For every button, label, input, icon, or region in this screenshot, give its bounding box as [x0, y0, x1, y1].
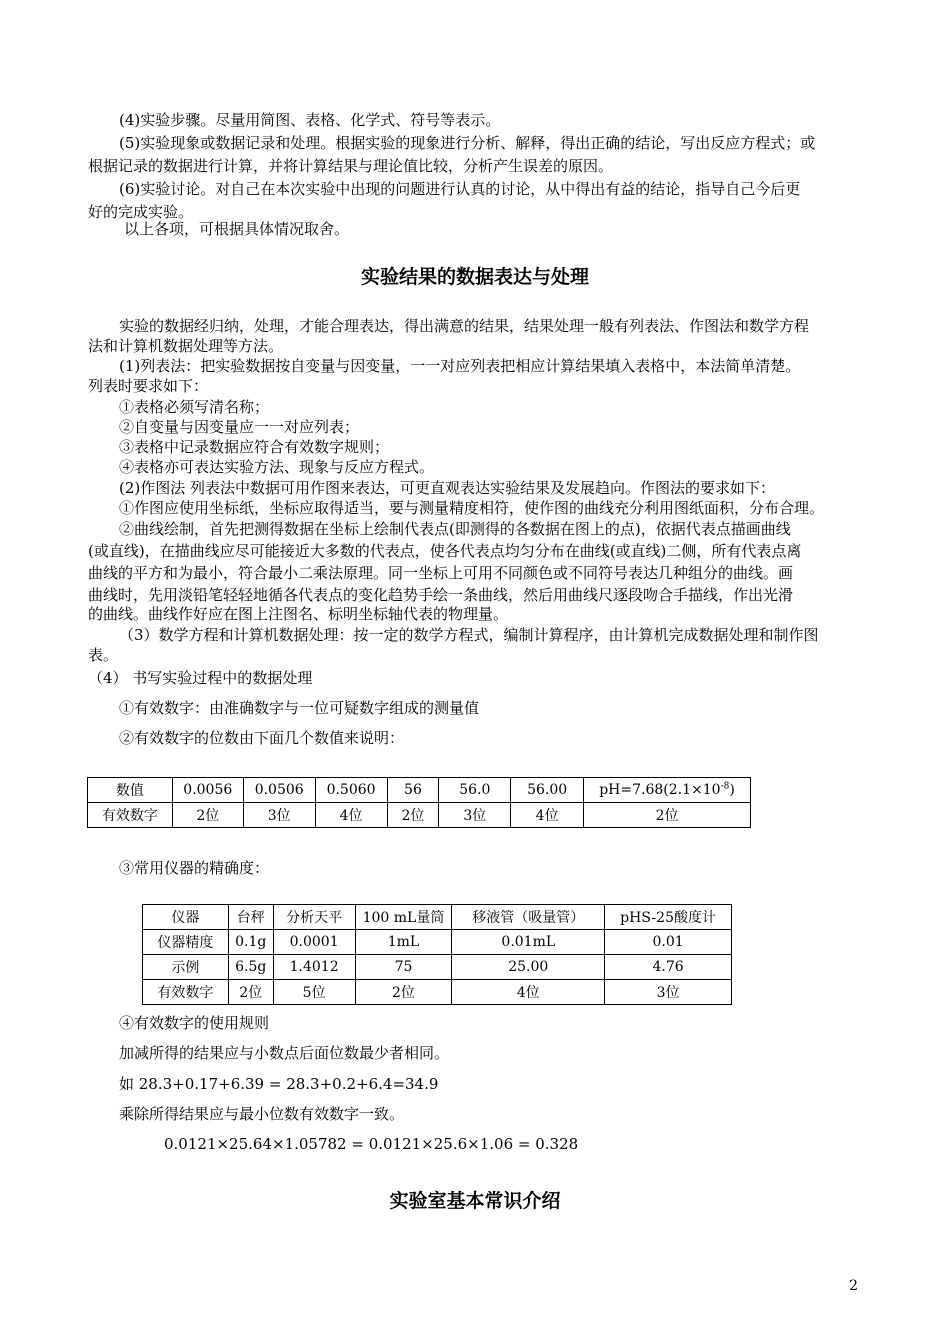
- paragraph-step6: (6)实验讨论。对自己在本次实验中出现的问题进行认真的讨论，从中得出有益的结论，指导自己今后更: [119, 180, 801, 198]
- table-cell: 0.0056: [172, 778, 243, 803]
- table-cell: 有效数字: [88, 803, 173, 828]
- body-line: ④表格亦可表达实验方法、现象与反应方程式。: [119, 458, 435, 476]
- table-cell: 数值: [88, 778, 173, 803]
- table-cell: 4.76: [605, 955, 732, 980]
- rule-addition-example: 如 28.3+0.17+6.39 = 28.3+0.2+6.4=34.9: [119, 1075, 439, 1093]
- rule-addition: 加减所得的结果应与小数点后面位数最少者相同。: [119, 1044, 450, 1062]
- table-row: [143, 980, 732, 1005]
- table-cell: 56.0: [439, 778, 511, 803]
- table-cell: 分析天平: [273, 905, 355, 930]
- table-cell: 0.01mL: [452, 930, 605, 955]
- table-cell: 4位: [511, 803, 584, 828]
- instrument-table: [142, 904, 732, 1005]
- body-line: 的曲线。曲线作好应在图上注图名、标明坐标轴代表的物理量。: [88, 605, 509, 623]
- table-row: [88, 778, 751, 803]
- table-cell: 3位: [243, 803, 315, 828]
- body-line: 曲线时，先用淡铅笔轻轻地循各代表点的变化趋势手绘一条曲线，然后用曲线尺逐段吻合手描线，作出光滑: [88, 586, 794, 604]
- table-cell: 100 mL量筒: [355, 905, 452, 930]
- table-cell: 5位: [273, 980, 355, 1005]
- table-cell: 0.1g: [228, 930, 273, 955]
- body-line: ①作图应使用坐标纸，坐标应取得适当，要与测量精度相符，使作图的曲线充分利用图纸面积，分布合理。: [119, 499, 825, 517]
- table-cell: 0.0506: [243, 778, 315, 803]
- table-cell: 1mL: [355, 930, 452, 955]
- body-line: 法和计算机数据处理等方法。: [88, 337, 284, 355]
- paragraph-step5: (5)实验现象或数据记录和处理。根据实验的现象进行分析、解释，得出正确的结论，写出反应方程式；或: [119, 134, 816, 152]
- body-line: ①表格必须写清名称；: [119, 398, 270, 416]
- ph-exponent: -8: [720, 781, 730, 792]
- table-cell: 3位: [605, 980, 732, 1005]
- page-number: 2: [849, 1278, 858, 1294]
- sig-fig-rules-heading: ④有效数字的使用规则: [119, 1014, 270, 1032]
- paragraph-step6-cont: 好的完成实验。: [88, 203, 194, 221]
- ph-close: ): [729, 782, 735, 798]
- sig-fig-examples-intro: ②有效数字的位数由下面几个数值来说明：: [119, 729, 405, 747]
- table-cell: 2位: [172, 803, 243, 828]
- table-row: [88, 803, 751, 828]
- table-cell: 2位: [584, 803, 751, 828]
- body-line: (1)列表法：把实验数据按自变量与因变量，一一对应列表把相应计算结果填入表格中，本法简单清楚。: [119, 357, 801, 375]
- table-row: [143, 930, 732, 955]
- table-cell: 仪器精度: [143, 930, 229, 955]
- table-cell: 2位: [228, 980, 273, 1005]
- sig-fig-definition: ①有效数字：由准确数字与一位可疑数字组成的测量值: [119, 699, 480, 717]
- table-cell: 3位: [439, 803, 511, 828]
- table-cell: 4位: [315, 803, 387, 828]
- table-cell: 仪器: [143, 905, 229, 930]
- body-line: 列表时要求如下：: [88, 377, 209, 395]
- table-cell: 75: [355, 955, 452, 980]
- body-line: (或直线)，在描曲线应尽可能接近大多数的代表点，使各代表点均匀分布在曲线(或直线)二侧，所有代表点离: [88, 542, 802, 560]
- table-cell: 0.0001: [273, 930, 355, 955]
- table-row: [143, 955, 732, 980]
- body-line: 实验的数据经归纳，处理，才能合理表达，得出满意的结果，结果处理一般有列表法、作图法和数学方程: [119, 317, 810, 335]
- table-cell: 2位: [355, 980, 452, 1005]
- table-cell: 4位: [452, 980, 605, 1005]
- table-cell: 有效数字: [143, 980, 229, 1005]
- rule-multiplication-example: 0.0121×25.64×1.05782 = 0.0121×25.6×1.06 = 0.328: [164, 1135, 579, 1153]
- paragraph-step5-cont: 根据记录的数据进行计算，并将计算结果与理论值比较，分析产生误差的原因。: [88, 157, 614, 175]
- table-cell: 56.00: [511, 778, 584, 803]
- table-cell: 25.00: [452, 955, 605, 980]
- body-line: 表。: [88, 646, 119, 664]
- section-title-data-processing: 实验结果的数据表达与处理: [360, 266, 589, 288]
- paragraph-note: 以上各项，可根据具体情况取舍。: [124, 220, 350, 238]
- body-line: (2)作图法 列表法中数据可用作图来表达，可更直观表达实验结果及发展趋向。作图法的要求如下：: [119, 479, 776, 497]
- ph-value: pH=7.68(2.1×10: [599, 782, 721, 798]
- table-row: [143, 905, 732, 930]
- body-line: （4） 书写实验过程中的数据处理: [88, 669, 313, 687]
- body-line: （3）数学方程和计算机数据处理：按一定的数学方程式，编制计算程序，由计算机完成数据处理和制作图: [119, 626, 819, 644]
- paragraph-step4: (4)实验步骤。尽量用简图、表格、化学式、符号等表示。: [119, 111, 501, 129]
- table-cell: 56: [387, 778, 439, 803]
- sig-fig-table: [87, 777, 751, 828]
- table-cell: 台秤: [228, 905, 273, 930]
- table-cell: 2位: [387, 803, 439, 828]
- body-line: 曲线的平方和为最小，符合最小二乘法原理。同一坐标上可用不同颜色或不同符号表达几种组分的曲线。画: [88, 564, 794, 582]
- table-cell: 1.4012: [273, 955, 355, 980]
- table-cell: 示例: [143, 955, 229, 980]
- body-line: ③表格中记录数据应符合有效数字规则；: [119, 438, 390, 456]
- section-title-lab-basics: 实验室基本常识介绍: [389, 1190, 561, 1212]
- body-line: ②曲线绘制，首先把测得数据在坐标上绘制代表点(即测得的各数据在图上的点)，依据代表点描画曲线: [119, 520, 791, 538]
- table-cell: 0.5060: [315, 778, 387, 803]
- table-cell: pHS-25酸度计: [605, 905, 732, 930]
- table-cell: [584, 778, 751, 803]
- instrument-precision-intro: ③常用仪器的精确度：: [119, 859, 270, 877]
- table-cell: 移液管（吸量管）: [452, 905, 605, 930]
- rule-multiplication: 乘除所得结果应与最小位数有效数字一致。: [119, 1105, 405, 1123]
- body-line: ②自变量与因变量应一一对应列表；: [119, 418, 360, 436]
- table-cell: 0.01: [605, 930, 732, 955]
- table-cell: 6.5g: [228, 955, 273, 980]
